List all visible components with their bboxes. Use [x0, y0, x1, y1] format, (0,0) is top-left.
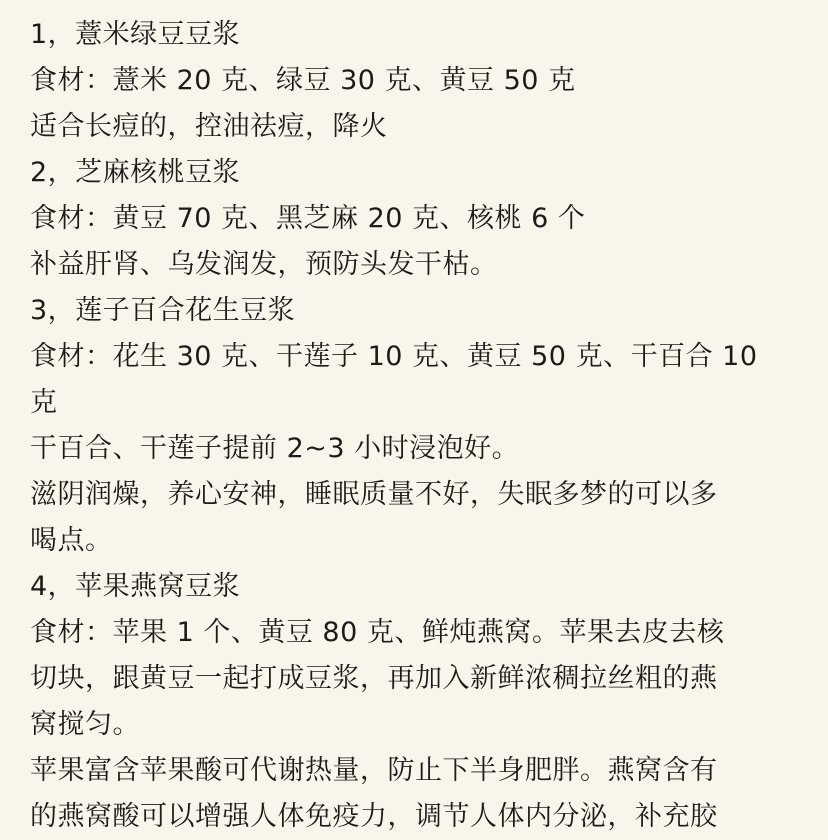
recipe-3-benefit: 滋阴润燥，养心安神，睡眠质量不好，失眠多梦的可以多 [30, 479, 718, 510]
recipe-3-ingredients-cont: 克 [30, 387, 58, 418]
recipe-3-benefit-cont: 喝点。 [30, 525, 113, 556]
recipe-4-title: 4，苹果燕窝豆浆 [30, 571, 241, 602]
recipe-2-ingredients: 食材：黄豆 70 克、黑芝麻 20 克、核桃 6 个 [30, 203, 586, 234]
recipe-1-ingredients: 食材：薏米 20 克、绿豆 30 克、黄豆 50 克 [30, 65, 576, 96]
recipe-4-method-cont: 窝搅匀。 [30, 709, 140, 740]
recipe-4-ingredients: 食材：苹果 1 个、黄豆 80 克、鲜炖燕窝。苹果去皮去核 [30, 617, 725, 648]
recipe-3-prep: 干百合、干莲子提前 2~3 小时浸泡好。 [30, 433, 520, 464]
note-body [30, 12, 800, 840]
recipe-3-ingredients: 食材：花生 30 克、干莲子 10 克、黄豆 50 克、干百合 10 [30, 341, 758, 372]
recipe-4-benefit-cont: 的燕窝酸可以增强人体免疫力，调节人体内分泌，补充胶 [30, 801, 718, 832]
recipe-2-title: 2，芝麻核桃豆浆 [30, 157, 241, 188]
recipe-1-title: 1，薏米绿豆豆浆 [30, 19, 241, 50]
recipe-1-benefit: 适合长痘的，控油祛痘，降火 [30, 111, 388, 142]
recipe-4-method: 切块，跟黄豆一起打成豆浆，再加入新鲜浓稠拉丝粗的燕 [30, 663, 718, 694]
recipe-2-benefit: 补益肝肾、乌发润发，预防头发干枯。 [30, 249, 498, 280]
recipe-4-benefit: 苹果富含苹果酸可代谢热量，防止下半身肥胖。燕窝含有 [30, 755, 718, 786]
recipe-3-title: 3，莲子百合花生豆浆 [30, 295, 296, 326]
